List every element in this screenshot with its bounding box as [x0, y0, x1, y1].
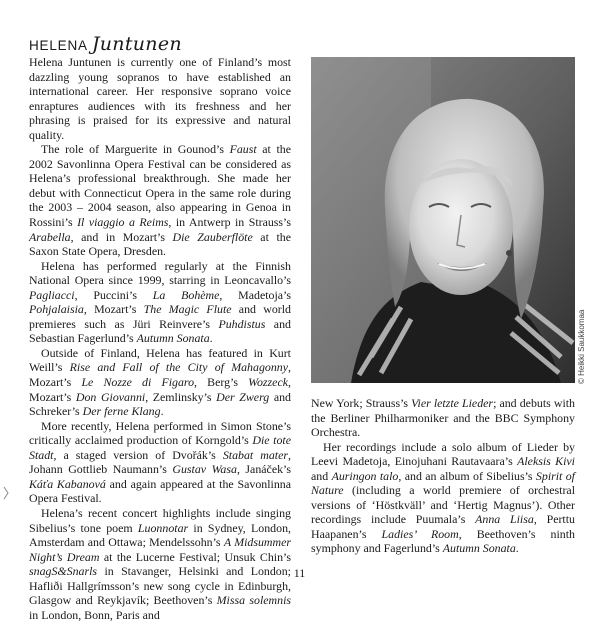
biography-paragraph [29, 419, 291, 506]
text-run: , in Antwerp in Strauss’s [168, 215, 291, 230]
work-title: Der ferne Klang [82, 404, 161, 419]
text-run: , Berg’s [194, 375, 249, 390]
biography-paragraph [29, 55, 291, 142]
text-run: , a staged version of Dvořák’s [53, 447, 223, 462]
text-run: ; and debuts with the Berliner Philharmoniker and the BBC Symphony Orchestra. [311, 396, 575, 440]
text-run: and again appeared at the Savonlinna Opera Festival. [29, 476, 291, 506]
biography-left-column [29, 55, 291, 622]
biography-right-column [311, 396, 575, 556]
work-title: Puhdistus [218, 316, 266, 331]
work-title: Stabat mater [222, 447, 289, 462]
artist-portrait-photo [311, 57, 575, 383]
work-title: La Bohème [152, 287, 220, 302]
work-title: snagS&Snarls [29, 564, 98, 579]
text-run: , Mozart’s [29, 360, 291, 390]
work-title: Gustav Wasa [172, 462, 237, 477]
work-title: Ladies’ Room [381, 526, 459, 541]
work-title: Die Zauberflöte [172, 229, 253, 244]
text-run: in London, Bonn, Paris and [29, 607, 160, 622]
text-run: . [209, 331, 213, 346]
work-title: Káťa Kabanová [29, 476, 106, 491]
text-run: Helena Juntunen is currently one of Finland’s most dazzling young sopranos to have established an international career. Her responsive soprano voice enraptures audiences with its freshness and her phrasing is praised for its expressive and natural quality. [29, 55, 291, 142]
work-title: A Midsummer Night’s Dream [29, 535, 291, 564]
work-title: Aleksis Kivi [517, 454, 575, 469]
text-run: in Stavanger, Helsinki and London; Hafliði Hallgrímsson’s new song cycle in Edinburgh, Glasgow and Reykjavík; Beethoven’s [29, 564, 291, 608]
artist-last-name: Juntunen [91, 33, 182, 55]
text-run: Her recordings include a solo album of Lieder by Leevi Madetoja, Einojuhani Rautavaara’s [311, 439, 575, 469]
text-run: and world premieres such as Jüri Reinvere’s [29, 302, 292, 331]
page-number: 11 [293, 566, 306, 580]
text-run: in Sydney, London, Amsterdam and Ottawa; Mendelssohn’s [29, 520, 291, 550]
work-title: Pagliacci [29, 287, 75, 302]
work-title: The Magic Flute [143, 302, 232, 317]
work-title: Faust [229, 142, 257, 157]
work-title: Don Giovanni [75, 389, 146, 404]
work-title: Autumn Sonata [136, 331, 210, 346]
work-title: Vier letzte Lieder [411, 396, 494, 410]
biography-paragraph [29, 346, 291, 419]
text-run: . [515, 541, 519, 556]
work-title: Die tote Stadt [29, 433, 291, 462]
text-run: . [160, 404, 164, 419]
text-run: and Sebastian Fagerlund’s [29, 316, 291, 346]
text-run: , Madetoja’s [219, 287, 292, 302]
biography-paragraph [29, 142, 291, 258]
work-title: Rise and Fall of the City of Mahagonny [69, 360, 289, 375]
text-run: , Janáček’s [236, 462, 291, 477]
work-title: Autumn Sonata [442, 541, 516, 556]
work-title: Luonnotar [137, 520, 189, 535]
text-run: , Johann Gottlieb Naumann’s [29, 447, 291, 477]
text-run: More recently, Helena performed in Simon Stone’s critically acclaimed production of Korngold’s [29, 418, 291, 448]
text-run: , and an album of Sibelius’s [398, 468, 536, 483]
text-run: , Mozart’s [83, 302, 144, 317]
text-run: , Beethoven’s ninth symphony and Fagerlund’s [311, 526, 575, 556]
work-title: Arabella [29, 229, 71, 244]
artist-first-name: HELENA [29, 38, 88, 53]
work-title: Il viaggio a Reims [77, 215, 169, 230]
work-title: Auringon talo [331, 468, 399, 483]
work-title: Der Zwerg [216, 389, 270, 404]
text-run: Outside of Finland, Helena has featured in Kurt Weill’s [29, 345, 291, 375]
biography-paragraph [29, 506, 291, 622]
text-run: , Puccini’s [74, 287, 153, 302]
text-run: Helena has performed regularly at the Finnish National Opera since 1999, starring in Leoncavallo’s [29, 258, 291, 288]
biography-paragraph [29, 259, 291, 346]
edge-mark [3, 486, 9, 500]
work-title: Missa solemnis [216, 593, 291, 608]
work-title: Spirit of Nature [311, 468, 575, 498]
text-run: , Mozart’s [29, 375, 292, 404]
text-run: and [311, 468, 332, 483]
biography-paragraph [311, 440, 575, 556]
work-title: Pohjalaisia [29, 302, 84, 317]
text-run: , and in Mozart’s [70, 229, 173, 244]
photo-credit-text: © Heikki Saukkomaa [577, 309, 586, 384]
text-run: (including a world premiere of orchestral versions of ‘Höstkväll’ and ‘Hertig Magnus’). Other recordings include Puumala’s [311, 483, 575, 527]
text-run: at the Saxon State Opera, Dresden. [29, 229, 291, 259]
work-title: Le Nozze di Figaro [81, 375, 195, 390]
work-title: Anna Liisa [475, 512, 534, 527]
biography-paragraph [311, 396, 575, 440]
text-run: and Schreker’s [29, 389, 291, 419]
text-run: The role of Marguerite in Gounod’s [41, 142, 230, 157]
text-run: Helena’s recent concert highlights include singing Sibelius’s tone poem [29, 505, 291, 535]
text-run: , Perttu Haapanen’s [311, 512, 575, 541]
text-run: at the Lucerne Festival; Unsuk Chin’s [99, 549, 291, 564]
text-run: New York; Strauss’s [311, 396, 412, 410]
text-run: , Zemlinsky’s [145, 389, 217, 404]
work-title: Wozzeck [248, 375, 289, 390]
text-run: at the 2002 Savonlinna Opera Festival can be considered as Helena’s professional breakthrough. She made her debut with Connecticut Opera in the same role during the 2003 – 2004 season, also appearing in Genoa in Rossini’s [29, 142, 291, 230]
